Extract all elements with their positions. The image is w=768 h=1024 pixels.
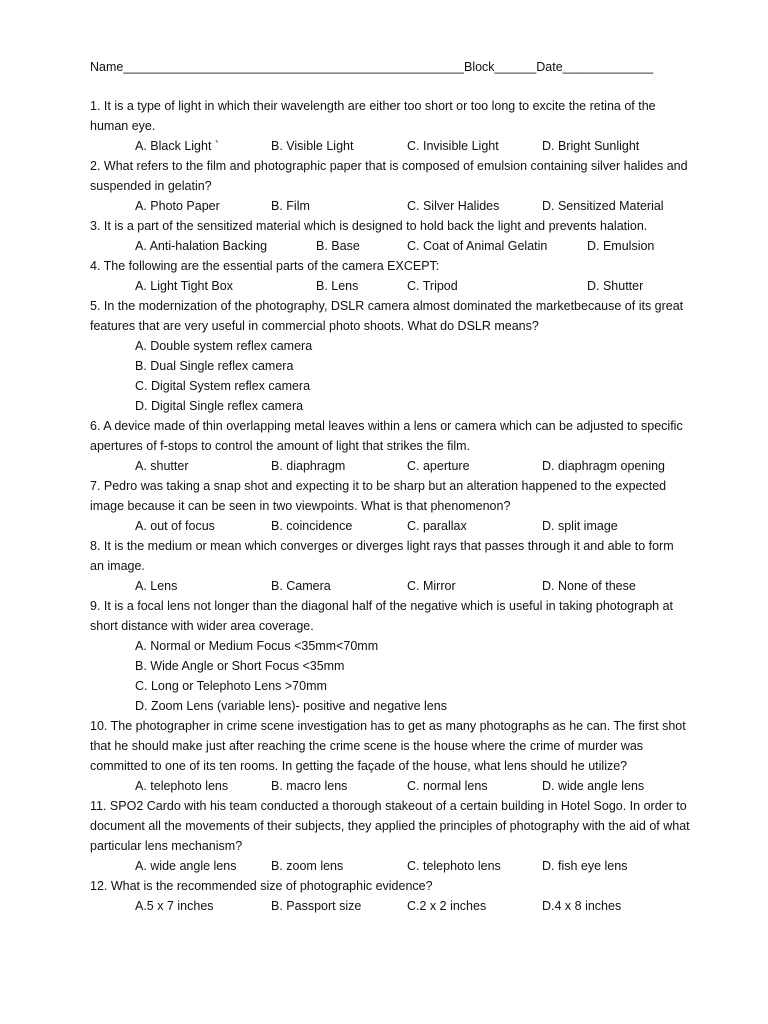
question-8-option-a: A. Lens xyxy=(135,579,178,593)
question-4-options xyxy=(90,276,690,296)
question-1-option-d: D. Bright Sunlight xyxy=(542,139,640,153)
question-8-text: 8. It is the medium or mean which converges or diverges light rays that passes through it and able to form an image. xyxy=(90,539,674,573)
question-9-options xyxy=(90,636,690,716)
question-3-options xyxy=(90,236,690,256)
question-3-option-d: D. Emulsion xyxy=(587,239,655,253)
question-7-text: 7. Pedro was taking a snap shot and expecting it to be sharp but an alteration happened to the expected image because it can be seen in two viewpoints. What is that phenomenon? xyxy=(90,479,667,513)
question-3-option-b: B. Base xyxy=(316,239,360,253)
question-5-option-a: A. Double system reflex camera xyxy=(135,339,313,353)
question-5-option-b: B. Dual Single reflex camera xyxy=(135,359,294,373)
question-10-option-d: D. wide angle lens xyxy=(542,779,645,793)
question-1-option-a: A. Black Light ` xyxy=(135,139,220,153)
question-11-option-a: A. wide angle lens xyxy=(135,859,237,873)
question-1-options xyxy=(90,136,690,156)
question-3-option-a: A. Anti-halation Backing xyxy=(135,239,268,253)
question-11-option-b: B. zoom lens xyxy=(271,859,344,873)
question-4-option-c: C. Tripod xyxy=(407,279,458,293)
question-4-text: 4. The following are the essential parts of the camera EXCEPT: xyxy=(90,259,440,273)
question-11-text: 11. SPO2 Cardo with his team conducted a thorough stakeout of a certain building in Hotel Sogo. In order to document all the movements of their subjects, they applied the principles of photography with the aid of what particular lens mechanism? xyxy=(90,799,690,853)
question-6-option-c: C. aperture xyxy=(407,459,470,473)
question-9 xyxy=(90,596,690,716)
question-7-option-b: B. coincidence xyxy=(271,519,353,533)
question-10-options xyxy=(90,776,690,796)
question-6-text: 6. A device made of thin overlapping metal leaves within a lens or camera which can be adjusted to specific apertures of f-stops to control the amount of light that strikes the film. xyxy=(90,419,683,453)
question-12-option-c: C.2 x 2 inches xyxy=(407,899,487,913)
question-7-options xyxy=(90,516,690,536)
question-3-option-c: C. Coat of Animal Gelatin xyxy=(407,239,548,253)
question-11-option-c: C. telephoto lens xyxy=(407,859,501,873)
question-10-option-b: B. macro lens xyxy=(271,779,348,793)
question-9-option-a: A. Normal or Medium Focus <35mm<70mm xyxy=(135,639,379,653)
question-2-options xyxy=(90,196,690,216)
question-12-text: 12. What is the recommended size of photographic evidence? xyxy=(90,879,433,893)
question-3-text: 3. It is a part of the sensitized material which is designed to hold back the light and prevents halation. xyxy=(90,219,648,233)
question-12-options xyxy=(90,896,690,916)
question-3 xyxy=(90,216,690,256)
question-2-option-b: B. Film xyxy=(271,199,310,213)
question-12-option-b: B. Passport size xyxy=(271,899,362,913)
question-5-option-d: D. Digital Single reflex camera xyxy=(135,399,304,413)
question-5-option-c: C. Digital System reflex camera xyxy=(135,379,311,393)
question-2-text: 2. What refers to the film and photographic paper that is composed of emulsion containing silver halides and suspended in gelatin? xyxy=(90,159,688,193)
question-2-option-d: D. Sensitized Material xyxy=(542,199,664,213)
question-5-text: 5. In the modernization of the photography, DSLR camera almost dominated the marketbecause of its great features that are very useful in commercial photo shoots. What do DSLR means? xyxy=(90,299,684,333)
question-10-option-a: A. telephoto lens xyxy=(135,779,229,793)
question-8-option-d: D. None of these xyxy=(542,579,636,593)
question-1 xyxy=(90,96,690,156)
question-12-option-a: A.5 x 7 inches xyxy=(135,899,214,913)
question-11-options xyxy=(90,856,690,876)
question-10 xyxy=(90,716,690,796)
question-5-options xyxy=(90,336,690,416)
question-12 xyxy=(90,876,690,916)
question-list xyxy=(90,96,690,916)
question-9-option-d: D. Zoom Lens (variable lens)- positive and negative lens xyxy=(135,699,447,713)
question-7-option-a: A. out of focus xyxy=(135,519,215,533)
question-12-option-d: D.4 x 8 inches xyxy=(542,899,622,913)
question-8-option-b: B. Camera xyxy=(271,579,331,593)
question-7 xyxy=(90,476,690,536)
question-1-option-c: C. Invisible Light xyxy=(407,139,499,153)
question-6-option-d: D. diaphragm opening xyxy=(542,459,665,473)
question-10-text: 10. The photographer in crime scene investigation has to get as many photographs as he can. The first shot that he should make just after reaching the crime scene is the house where the crime of murder was committed to one of its ten rooms. In getting the façade of the house, what lens should he utilize? xyxy=(90,719,686,773)
question-8 xyxy=(90,536,690,596)
question-2-option-c: C. Silver Halides xyxy=(407,199,500,213)
question-11 xyxy=(90,796,690,876)
question-7-option-c: C. parallax xyxy=(407,519,467,533)
question-11-option-d: D. fish eye lens xyxy=(542,859,628,873)
question-4-option-b: B. Lens xyxy=(316,279,359,293)
question-10-option-c: C. normal lens xyxy=(407,779,488,793)
question-4-option-a: A. Light Tight Box xyxy=(135,279,233,293)
question-1-text: 1. It is a type of light in which their wavelength are either too short or too long to excite the retina of the human eye. xyxy=(90,99,656,133)
name-block-date-line: Name_________________________________________________Block______Date_____________ xyxy=(90,60,654,74)
question-7-option-d: D. split image xyxy=(542,519,618,533)
question-8-options xyxy=(90,576,690,596)
question-6 xyxy=(90,416,690,476)
question-4-option-d: D. Shutter xyxy=(587,279,644,293)
question-2-option-a: A. Photo Paper xyxy=(135,199,220,213)
question-8-option-c: C. Mirror xyxy=(407,579,456,593)
question-5 xyxy=(90,296,690,416)
question-9-text: 9. It is a focal lens not longer than the diagonal half of the negative which is useful in taking photograph at short distance with wider area coverage. xyxy=(90,599,674,633)
question-6-option-b: B. diaphragm xyxy=(271,459,346,473)
question-6-options xyxy=(90,456,690,476)
question-1-option-b: B. Visible Light xyxy=(271,139,354,153)
question-4 xyxy=(90,256,690,296)
question-6-option-a: A. shutter xyxy=(135,459,189,473)
question-9-option-b: B. Wide Angle or Short Focus <35mm xyxy=(135,659,345,673)
question-9-option-c: C. Long or Telephoto Lens >70mm xyxy=(135,679,327,693)
question-2 xyxy=(90,156,690,216)
